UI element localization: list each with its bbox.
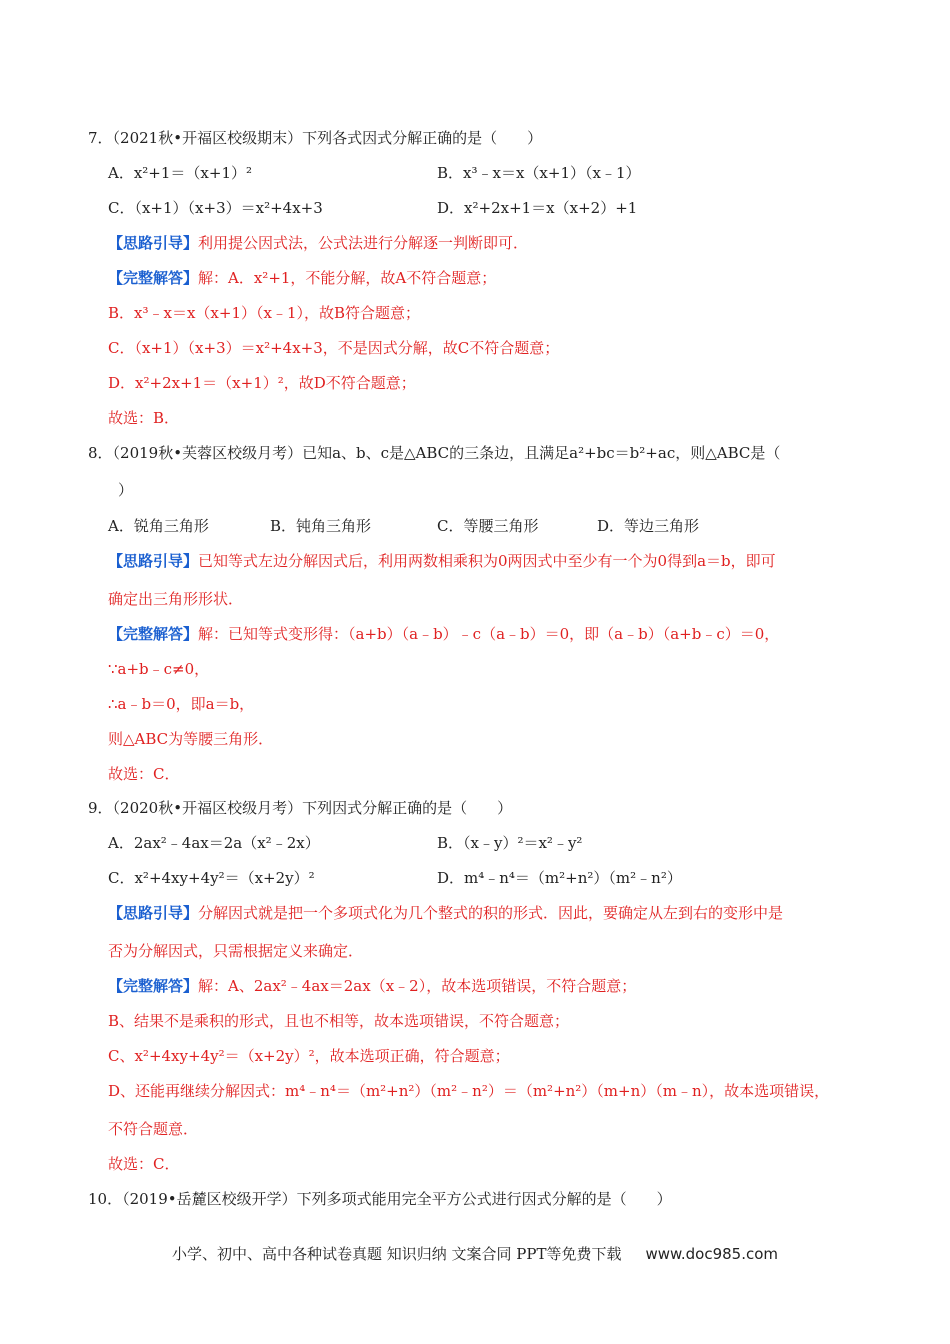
q9-answer-3: C、x²+4xy+4y²＝（x+2y）²，故本选项正确，符合题意；: [108, 1047, 510, 1065]
q7-final: 故选：B．: [108, 409, 180, 427]
q7-option-d: D．x²+2x+1＝x（x+2）+1: [437, 199, 638, 217]
q7-option-c: C．（x+1）（x+3）＝x²+4x+3: [108, 199, 323, 217]
q9-answer-2: B、结果不是乘积的形式，且也不相等，故本选项错误，不符合题意；: [108, 1012, 570, 1030]
q8-option-d: D．等边三角形: [597, 517, 700, 535]
hint-tag: 【思路引导】: [108, 552, 199, 570]
q7-answer: [108, 268, 496, 288]
q8-hint: [108, 551, 776, 571]
q9-hint: [108, 903, 783, 923]
answer-tag: 【完整解答】: [108, 625, 199, 643]
q7-hint: [108, 233, 528, 253]
footer-url[interactable]: www.doc985.com: [645, 1245, 779, 1263]
q9-answer-4: D、还能再继续分解因式：m⁴﹣n⁴＝（m²+n²）（m²﹣n²）＝（m²+n²）（m+n）（m﹣n），故本选项错误，: [108, 1082, 830, 1100]
hint-tag: 【思路引导】: [108, 234, 199, 252]
q8-answer-2: ∵a+b﹣c≠0，: [108, 660, 210, 678]
q8-final: 故选：C．: [108, 765, 180, 783]
q9-option-d: D．m⁴﹣n⁴＝（m²+n²）（m²﹣n²）: [437, 869, 682, 887]
answer-text: 解：A．x²+1，不能分解，故A不符合题意；: [198, 269, 497, 287]
q9-hint-cont: 否为分解因式，只需根据定义来确定．: [108, 942, 364, 960]
q8-answer: [108, 624, 779, 644]
q9-stem: 9．（2020秋•开福区校级月考）下列因式分解正确的是（ ）: [88, 799, 513, 817]
hint-text: 已知等式左边分解因式后，利用两数相乘积为0两因式中至少有一个为0得到a＝b，即可: [198, 552, 776, 570]
q8-hint-cont: 确定出三角形形状．: [108, 590, 244, 608]
hint-text: 分解因式就是把一个多项式化为几个整式的积的形式．因此，要确定从左到右的变形中是: [198, 904, 784, 922]
q8-answer-4: 则△ABC为等腰三角形．: [108, 730, 274, 748]
q8-stem-end: ）: [118, 481, 134, 499]
hint-text: 利用提公因式法，公式法进行分解逐一判断即可．: [198, 234, 529, 252]
q10-stem: 10．（2019•岳麓区校级开学）下列多项式能用完全平方公式进行因式分解的是（ ）: [88, 1190, 672, 1208]
answer-tag: 【完整解答】: [108, 977, 199, 995]
answer-text: 解：A、2ax²﹣4ax＝2ax（x﹣2），故本选项错误，不符合题意；: [198, 977, 637, 995]
q9-option-b: B．（x﹣y）²＝x²﹣y²: [437, 834, 583, 852]
q9-final: 故选：C．: [108, 1155, 180, 1173]
q7-answer-d: D．x²+2x+1＝（x+1）²，故D不符合题意；: [108, 374, 416, 392]
q9-answer: [108, 976, 636, 996]
footer-text: 小学、初中、高中各种试卷真题 知识归纳 文案合同 PPT等免费下载: [171, 1245, 622, 1263]
q7-option-b: B．x³﹣x＝x（x+1）（x﹣1）: [437, 164, 641, 182]
answer-text: 解：已知等式变形得：（a+b）（a﹣b）﹣c（a﹣b）＝0，即（a﹣b）（a+b﹣c）＝0，: [198, 625, 780, 643]
q8-option-a: A．锐角三角形: [108, 517, 209, 535]
q8-answer-3: ∴a﹣b＝0，即a＝b，: [108, 695, 255, 713]
q7-option-a: A．x²+1＝（x+1）²: [108, 164, 253, 182]
q8-stem: 8．（2019秋•芙蓉区校级月考）已知a、b、c是△ABC的三条边，且满足a²+bc＝b²+ac，则△ABC是（: [88, 444, 781, 462]
q8-option-b: B．钝角三角形: [270, 517, 372, 535]
q9-answer-5: 不符合题意．: [108, 1120, 199, 1138]
hint-tag: 【思路引导】: [108, 904, 199, 922]
q7-answer-b: B．x³﹣x＝x（x+1）（x﹣1），故B符合题意；: [108, 304, 421, 322]
q9-option-a: A．2ax²﹣4ax＝2a（x²﹣2x）: [108, 834, 320, 852]
q8-option-c: C．等腰三角形: [437, 517, 539, 535]
page-footer: [0, 1243, 950, 1264]
answer-tag: 【完整解答】: [108, 269, 199, 287]
q7-stem: 7．（2021秋•开福区校级期末）下列各式因式分解正确的是（ ）: [88, 129, 543, 147]
q7-answer-c: C．（x+1）（x+3）＝x²+4x+3，不是因式分解，故C不符合题意；: [108, 339, 560, 357]
q9-option-c: C．x²+4xy+4y²＝（x+2y）²: [108, 869, 315, 887]
